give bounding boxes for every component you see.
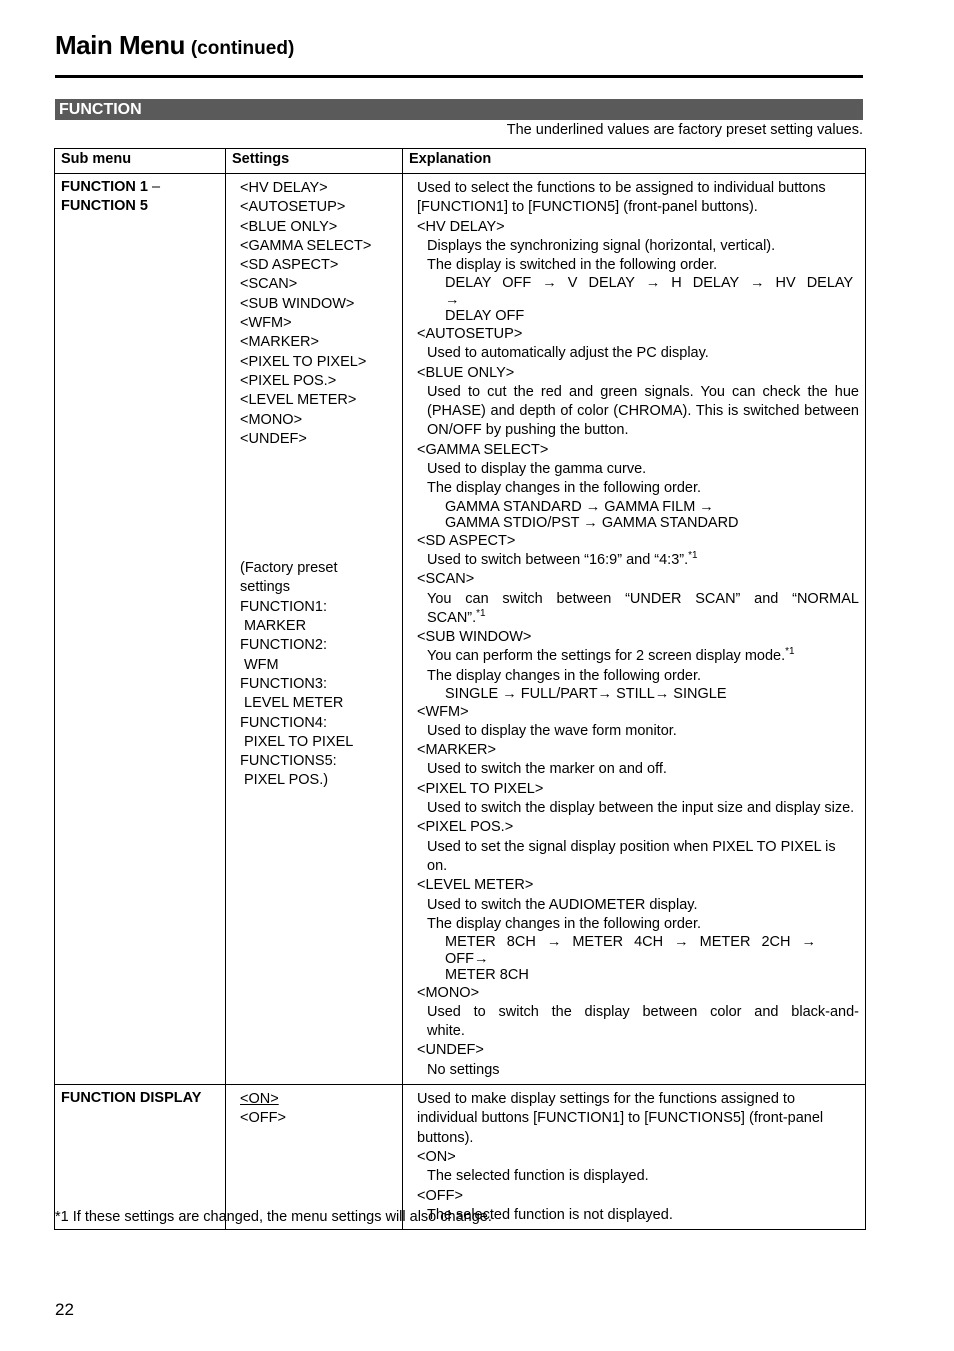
wfm-desc: Used to display the wave form monitor. — [427, 722, 677, 739]
page-title — [55, 30, 294, 61]
setting-item: <AUTOSETUP> — [240, 199, 346, 216]
sd-aspect-desc — [417, 551, 859, 570]
marker-head: <MARKER> — [417, 742, 496, 759]
page-number: 22 — [55, 1300, 74, 1319]
footnote-ref: *1 — [688, 550, 698, 562]
setting-item: <UNDEF> — [240, 430, 307, 447]
settings-cell — [226, 1085, 403, 1230]
explanation-cell — [403, 1085, 866, 1230]
factory-line: PIXEL TO PIXEL — [244, 733, 354, 750]
undef-head: <UNDEF> — [417, 1042, 484, 1059]
pixel-to-pixel-head: <PIXEL TO PIXEL> — [417, 780, 544, 797]
factory-line: FUNCTION3: — [240, 675, 327, 692]
scan-desc — [417, 590, 859, 629]
undef-desc: No settings — [427, 1061, 500, 1078]
setting-item: <WFM> — [240, 315, 292, 332]
submenu-function-1-5 — [55, 174, 226, 1085]
sub-window-order: The display changes in the following order. — [427, 667, 702, 684]
setting-item: <HV DELAY> — [240, 180, 328, 196]
on-desc: The selected function is displayed. — [427, 1168, 649, 1185]
gamma-sequence-end: GAMMA STDIO/PST → GAMMA STANDARD — [445, 515, 739, 532]
on-head: <ON> — [417, 1148, 456, 1165]
hv-delay-sequence-end: DELAY OFF — [445, 308, 525, 325]
hv-delay-head: <HV DELAY> — [417, 218, 505, 235]
function-display-intro: Used to make display settings for the functions assigned to individual buttons [FUNCTION1] to [FUNCTIONS5] (front-panel buttons). — [417, 1091, 824, 1146]
wfm-head: <WFM> — [417, 703, 469, 720]
sub-window-desc — [417, 647, 859, 666]
hv-delay-order: The display is switched in the following order. — [427, 257, 718, 274]
factory-line: PIXEL POS.) — [244, 772, 329, 789]
setting-on: <ON> — [240, 1091, 279, 1108]
mono-head: <MONO> — [417, 984, 480, 1001]
factory-line: (Factory preset — [240, 560, 338, 577]
autosetup-head: <AUTOSETUP> — [417, 325, 523, 342]
footnote: *1 If these settings are changed, the menu settings will also change. — [55, 1209, 492, 1225]
factory-line: FUNCTION2: — [240, 637, 327, 654]
sub-window-text: You can perform the settings for 2 screen display mode. — [427, 648, 786, 665]
level-meter-sequence: METER 8CH → METER 4CH → METER 2CH → OFF→ — [445, 934, 816, 967]
table-header-row — [55, 149, 866, 174]
factory-line: FUNCTIONS5: — [240, 753, 337, 770]
blue-only-desc: Used to cut the red and green signals. You can check the hue (PHASE) and depth of color (CHROMA). This is switched between ON/OFF by pushing the button. — [427, 383, 859, 439]
gamma-desc: Used to display the gamma curve. — [427, 461, 647, 478]
setting-item: <SD ASPECT> — [240, 257, 339, 274]
factory-line: settings — [240, 579, 290, 596]
scan-text: You can switch between “UNDER SCAN” and “NORMAL SCAN”. — [427, 590, 859, 626]
function-table — [54, 148, 866, 1230]
factory-line: WFM — [244, 656, 279, 673]
preset-note: The underlined values are factory preset setting values. — [506, 122, 863, 138]
scan-head: <SCAN> — [417, 571, 475, 588]
page-title-main: Main Menu — [55, 30, 185, 60]
blue-only-head: <BLUE ONLY> — [417, 364, 515, 381]
level-meter-desc: Used to switch the AUDIOMETER display. — [427, 896, 698, 913]
spacer — [240, 449, 396, 559]
level-meter-order: The display changes in the following order. — [427, 915, 702, 932]
setting-off: <OFF> — [240, 1110, 286, 1127]
gamma-order: The display changes in the following order. — [427, 480, 702, 497]
header-settings: Settings — [226, 149, 403, 174]
setting-item: <GAMMA SELECT> — [240, 237, 372, 254]
explanation-cell — [403, 174, 866, 1085]
factory-line: FUNCTION1: — [240, 598, 327, 615]
setting-item: <MONO> — [240, 411, 303, 428]
submenu-function-display: FUNCTION DISPLAY — [55, 1085, 226, 1230]
submenu-dash: – — [148, 179, 161, 195]
setting-item: <PIXEL TO PIXEL> — [240, 353, 367, 370]
page-title-suffix: (continued) — [190, 38, 295, 59]
footnote-ref: *1 — [476, 608, 486, 620]
sd-aspect-head: <SD ASPECT> — [417, 532, 516, 549]
settings-cell — [226, 174, 403, 1085]
factory-line: LEVEL METER — [244, 695, 344, 712]
setting-item: <SCAN> — [240, 276, 298, 293]
level-meter-head: <LEVEL METER> — [417, 877, 534, 894]
factory-line: FUNCTION4: — [240, 714, 327, 731]
setting-item: <BLUE ONLY> — [240, 218, 338, 235]
explanation-intro: Used to select the functions to be assigned to individual buttons [FUNCTION1] to [FUNCTION5] (front-panel buttons). — [417, 180, 826, 216]
sd-aspect-text: Used to switch between “16:9” and “4:3”. — [427, 551, 689, 568]
level-meter-sequence-end: METER 8CH — [445, 967, 529, 984]
submenu-function-1: FUNCTION 1 — [61, 179, 148, 195]
autosetup-desc: Used to automatically adjust the PC display. — [427, 345, 709, 362]
header-explanation: Explanation — [403, 149, 866, 174]
footnote-ref: *1 — [785, 646, 795, 658]
table-row — [55, 1085, 866, 1230]
section-header: FUNCTION — [55, 99, 863, 120]
hv-delay-sequence: DELAY OFF → V DELAY → H DELAY → HV DELAY → — [445, 275, 853, 308]
setting-item: <PIXEL POS.> — [240, 372, 337, 389]
header-submenu: Sub menu — [55, 149, 226, 174]
mono-desc: Used to switch the display between color and black-and-white. — [427, 1003, 859, 1040]
pixel-pos-head: <PIXEL POS.> — [417, 819, 514, 836]
table-row — [55, 174, 866, 1085]
setting-item: <SUB WINDOW> — [240, 295, 355, 312]
hv-delay-desc: Displays the synchronizing signal (horizontal, vertical). — [427, 237, 776, 254]
submenu-function-5: FUNCTION 5 — [61, 198, 148, 214]
marker-desc: Used to switch the marker on and off. — [427, 761, 667, 778]
gamma-sequence: GAMMA STANDARD → GAMMA FILM → — [445, 498, 714, 515]
setting-item: <LEVEL METER> — [240, 392, 357, 409]
factory-line: MARKER — [244, 618, 307, 635]
off-head: <OFF> — [417, 1187, 463, 1204]
setting-item: <MARKER> — [240, 334, 319, 351]
title-rule — [55, 75, 863, 78]
pixel-pos-desc: Used to set the signal display position when PIXEL TO PIXEL is on. — [427, 838, 836, 874]
off-desc: The selected function is not displayed. — [427, 1206, 673, 1223]
pixel-to-pixel-desc: Used to switch the display between the input size and display size. — [427, 800, 855, 817]
gamma-head: <GAMMA SELECT> — [417, 441, 549, 458]
sub-window-head: <SUB WINDOW> — [417, 629, 532, 646]
sub-window-sequence: SINGLE → FULL/PART→ STILL→ SINGLE — [445, 686, 727, 703]
